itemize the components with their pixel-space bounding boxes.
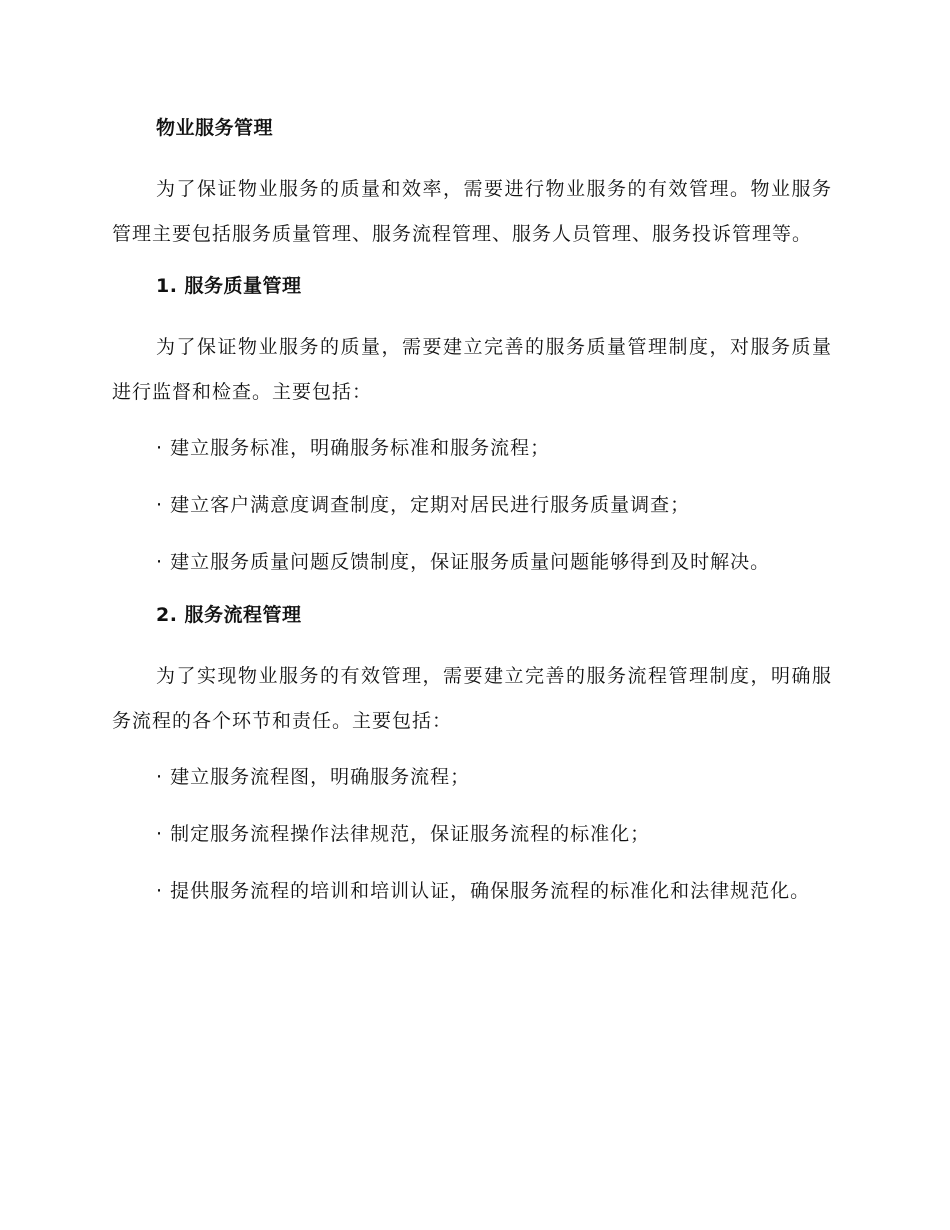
page-title: 物业服务管理 [156,117,274,139]
list-item: · 提供服务流程的培训和培训认证，确保服务流程的标准化和法律规范化。 [156,880,811,902]
list-item: · 建立服务标准，明确服务标准和服务流程； [156,437,551,459]
section-heading-quality: 1. 服务质量管理 [156,275,302,297]
list-item: · 建立服务质量问题反馈制度，保证服务质量问题能够得到及时解决。 [156,551,771,573]
list-item: · 建立服务流程图，明确服务流程； [156,766,471,788]
document-body [112,110,832,926]
intro-paragraph: 为了保证物业服务的质量和效率，需要进行物业服务的有效管理。物业服务管理主要包括服务质量管理、服务流程管理、服务人员管理、服务投诉管理等。 [112,178,832,245]
section-heading-process: 2. 服务流程管理 [156,604,302,626]
section-paragraph-process: 为了实现物业服务的有效管理，需要建立完善的服务流程管理制度，明确服务流程的各个环节和责任。主要包括： [112,665,832,732]
section-paragraph-quality: 为了保证物业服务的质量，需要建立完善的服务质量管理制度，对服务质量进行监督和检查。主要包括： [112,336,832,403]
list-item: · 制定服务流程操作法律规范，保证服务流程的标准化； [156,823,651,845]
list-item: · 建立客户满意度调查制度，定期对居民进行服务质量调查； [156,494,691,516]
